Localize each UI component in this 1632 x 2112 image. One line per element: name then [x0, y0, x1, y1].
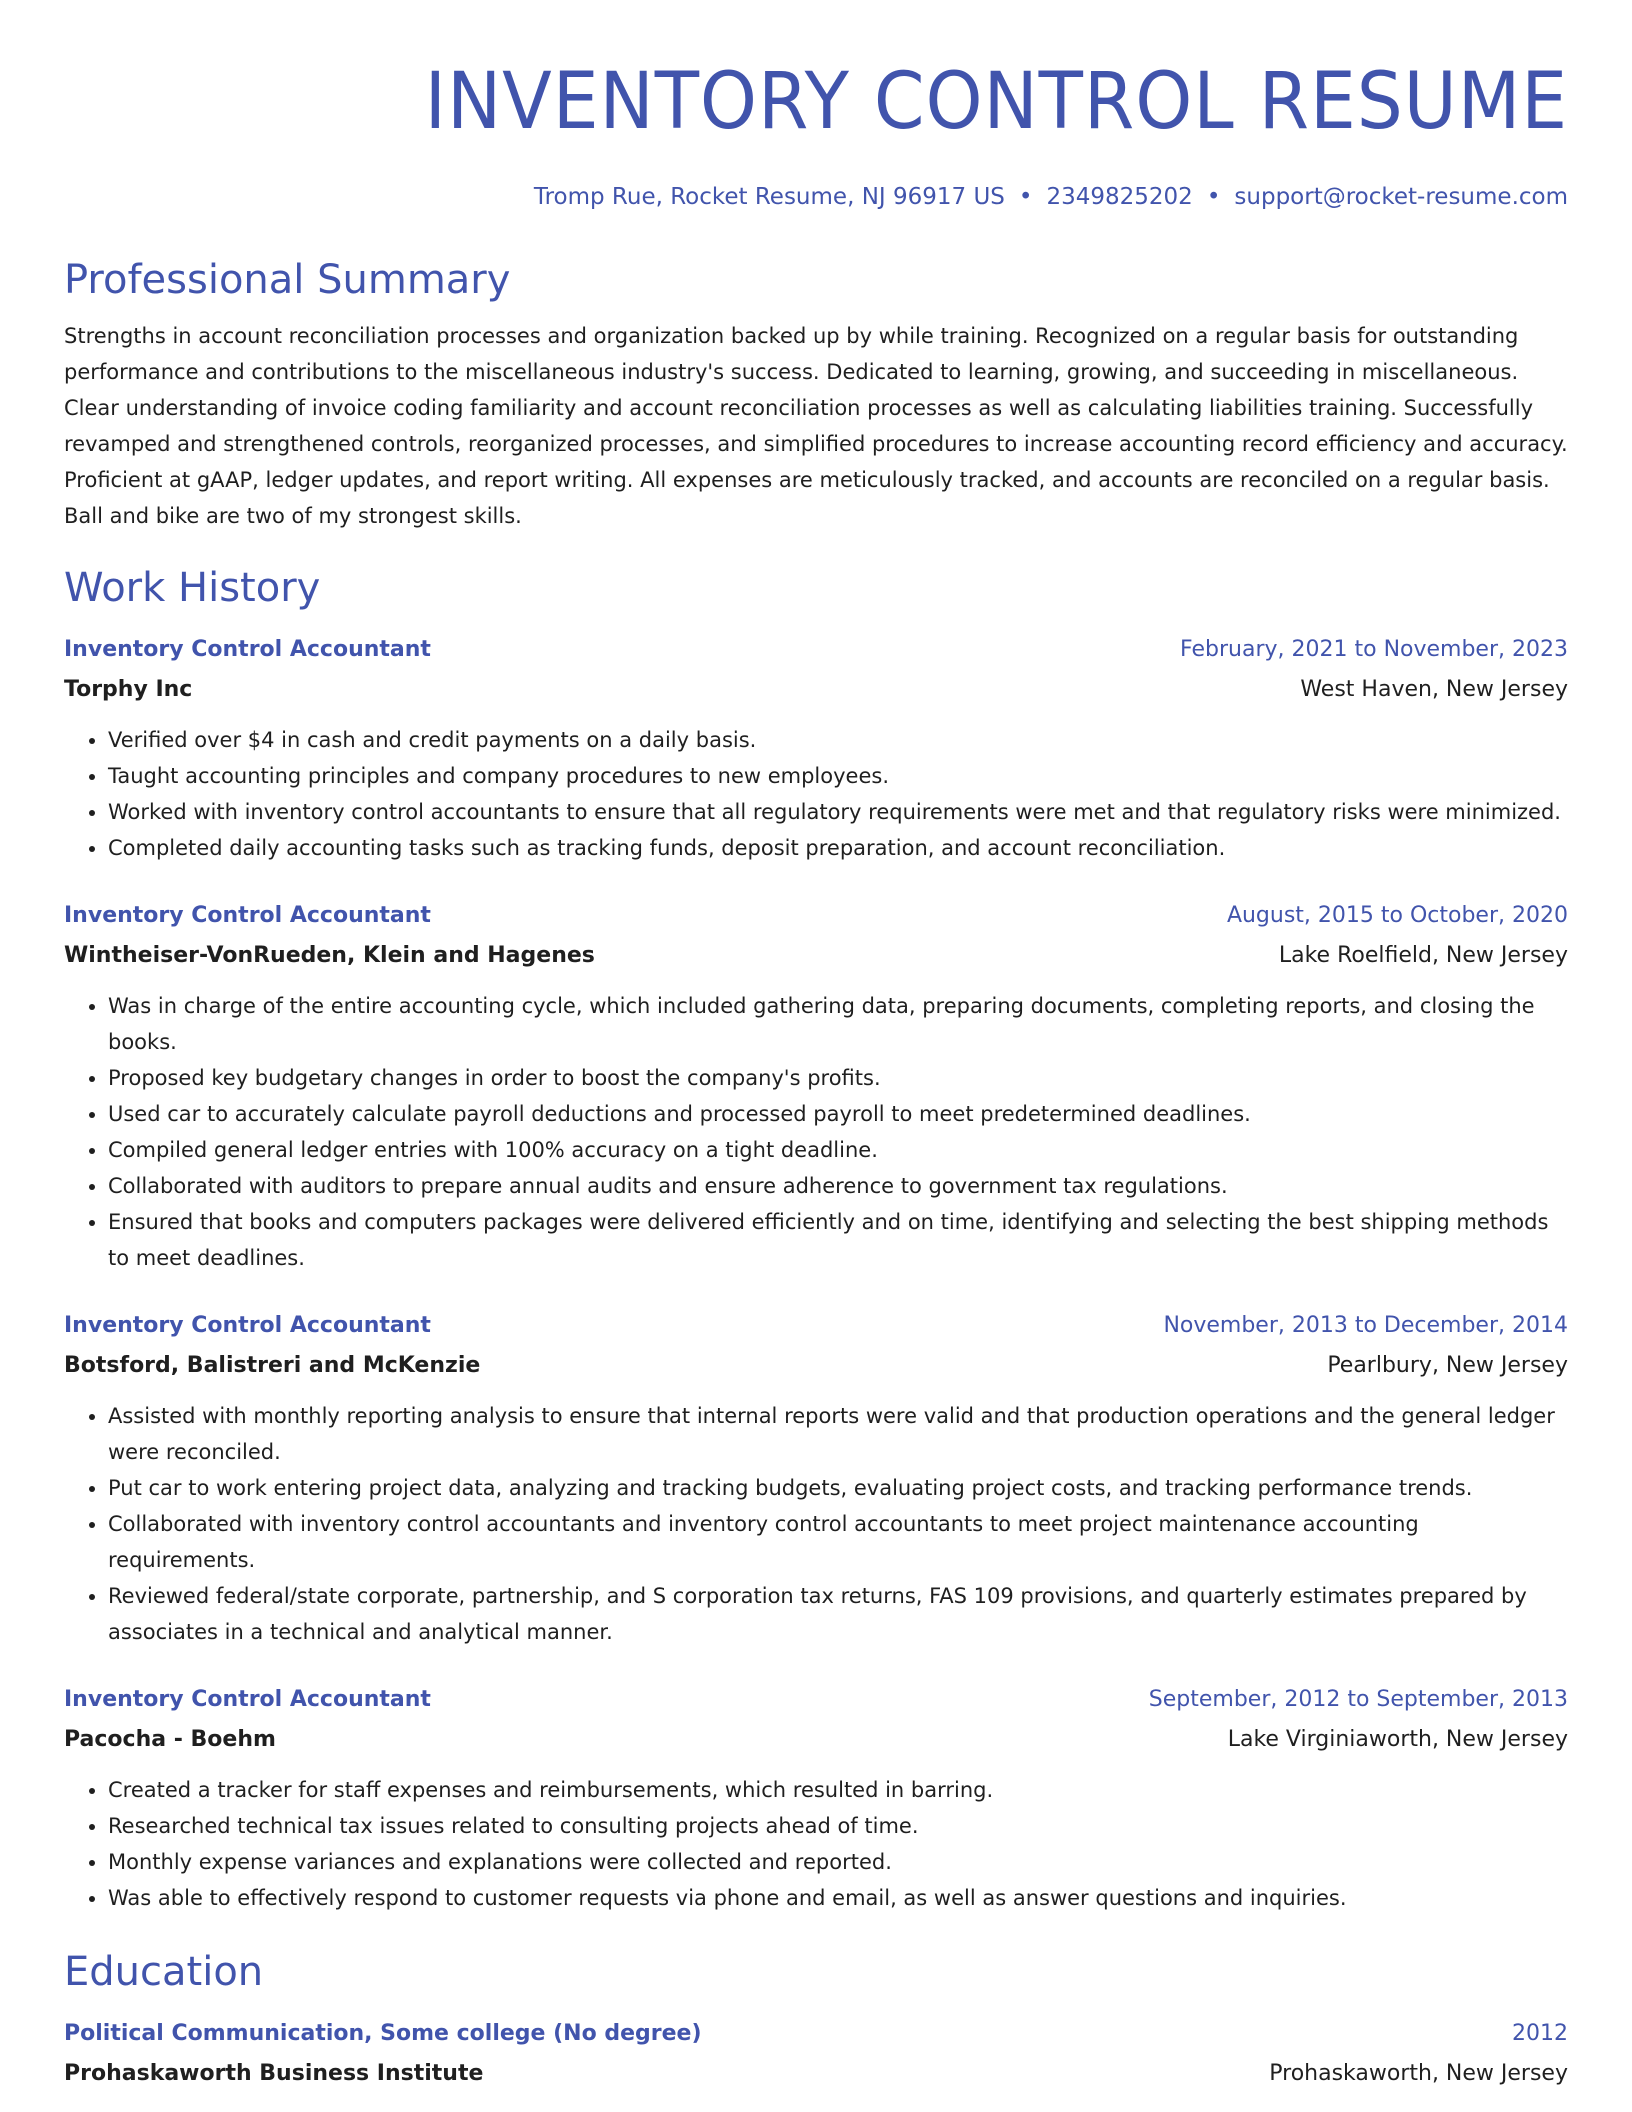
- education-degree: Political Communication, Some college (No degree): [64, 2021, 702, 2046]
- job-bullets: [64, 1772, 1568, 1916]
- education-header-row: [64, 2016, 1568, 2052]
- job-bullet: • Put car to work entering project data, analyzing and tracking budgets, evaluating project costs, and tracking performance trends.: [108, 1470, 1568, 1506]
- job-entry: [64, 632, 1568, 866]
- job-bullet: • Proposed key budgetary changes in order to boost the company's profits.: [108, 1060, 1568, 1096]
- job-company-row: [64, 1718, 1568, 1758]
- contact-address: Tromp Rue, Rocket Resume, NJ 96917 US: [533, 184, 1005, 210]
- job-company: Botsford, Balistreri and McKenzie: [64, 1353, 481, 1378]
- job-header-row: [64, 632, 1568, 668]
- education-school: Prohaskaworth Business Institute: [64, 2061, 484, 2086]
- job-entry: [64, 1682, 1568, 1916]
- job-title: Inventory Control Accountant: [64, 903, 431, 928]
- job-bullets: [64, 988, 1568, 1276]
- education-school-row: [64, 2052, 1568, 2092]
- job-bullet: • Completed daily accounting tasks such as tracking funds, deposit preparation, and account reconciliation.: [108, 830, 1568, 866]
- job-dates: February, 2021 to November, 2023: [1180, 637, 1568, 662]
- job-bullet: • Assisted with monthly reporting analysis to ensure that internal reports were valid and that production operations and the general ledger were reconciled.: [108, 1398, 1568, 1470]
- job-header-row: [64, 1308, 1568, 1344]
- job-company-row: [64, 668, 1568, 708]
- job-bullet: • Worked with inventory control accountants to ensure that all regulatory requirements were met and that regulatory risks were minimized.: [108, 794, 1568, 830]
- job-dates: November, 2013 to December, 2014: [1163, 1313, 1568, 1338]
- job-title: Inventory Control Accountant: [64, 1687, 431, 1712]
- education-location: Prohaskaworth, New Jersey: [1269, 2061, 1568, 2086]
- job-bullet: • Used car to accurately calculate payroll deductions and processed payroll to meet predetermined deadlines.: [108, 1096, 1568, 1132]
- job-company: Wintheiser-VonRueden, Klein and Hagenes: [64, 943, 595, 968]
- job-title: Inventory Control Accountant: [64, 637, 431, 662]
- contact-separator: •: [1206, 184, 1221, 210]
- education-year: 2012: [1512, 2021, 1568, 2046]
- job-dates: September, 2012 to September, 2013: [1148, 1687, 1568, 1712]
- education-entry: [64, 2016, 1568, 2092]
- job-bullet: • Collaborated with auditors to prepare annual audits and ensure adherence to government tax regulations.: [108, 1168, 1568, 1204]
- summary-heading: Professional Summary: [64, 257, 511, 303]
- job-company-row: [64, 934, 1568, 974]
- job-dates: August, 2015 to October, 2020: [1226, 903, 1568, 928]
- job-bullet: • Ensured that books and computers packages were delivered efficiently and on time, identifying and selecting the best shipping methods to meet deadlines.: [108, 1204, 1568, 1276]
- job-company-row: [64, 1344, 1568, 1384]
- job-bullet: • Was in charge of the entire accounting cycle, which included gathering data, preparing documents, completing reports, and closing the books.: [108, 988, 1568, 1060]
- job-bullets: [64, 722, 1568, 866]
- contact-separator: •: [1018, 184, 1033, 210]
- contact-phone: 2349825202: [1046, 184, 1193, 210]
- job-bullet: • Compiled general ledger entries with 100% accuracy on a tight deadline.: [108, 1132, 1568, 1168]
- job-bullet: • Verified over $4 in cash and credit payments on a daily basis.: [108, 722, 1568, 758]
- job-bullet: • Reviewed federal/state corporate, partnership, and S corporation tax returns, FAS 109 provisions, and quarterly estimates prepared by associates in a technical and analytical manner.: [108, 1578, 1568, 1650]
- job-bullet: • Created a tracker for staff expenses and reimbursements, which resulted in barring.: [108, 1772, 1568, 1808]
- job-entry: [64, 1308, 1568, 1650]
- job-entry: [64, 898, 1568, 1276]
- contact-email: support@rocket-resume.com: [1234, 184, 1568, 210]
- job-bullet: • Collaborated with inventory control accountants and inventory control accountants to meet project maintenance accounting requirements.: [108, 1506, 1568, 1578]
- job-company: Torphy Inc: [64, 677, 193, 702]
- job-bullet: • Researched technical tax issues related to consulting projects ahead of time.: [108, 1808, 1568, 1844]
- job-location: West Haven, New Jersey: [1300, 677, 1568, 702]
- job-location: Lake Virginiaworth, New Jersey: [1227, 1727, 1568, 1752]
- job-header-row: [64, 1682, 1568, 1718]
- education-heading: Education: [64, 1949, 264, 1995]
- job-company: Pacocha - Boehm: [64, 1727, 276, 1752]
- job-bullet: • Taught accounting principles and company procedures to new employees.: [108, 758, 1568, 794]
- job-title: Inventory Control Accountant: [64, 1313, 431, 1338]
- job-location: Lake Roelfield, New Jersey: [1278, 943, 1568, 968]
- job-location: Pearlbury, New Jersey: [1327, 1353, 1568, 1378]
- contact-line: [64, 180, 1568, 214]
- job-header-row: [64, 898, 1568, 934]
- job-bullet: • Monthly expense variances and explanations were collected and reported.: [108, 1844, 1568, 1880]
- resume-name: INVENTORY CONTROL RESUME: [424, 57, 1568, 147]
- job-bullet: • Was able to effectively respond to customer requests via phone and email, as well as answer questions and inquiries.: [108, 1880, 1568, 1916]
- work-history-heading: Work History: [64, 565, 321, 611]
- summary-text: Strengths in account reconciliation processes and organization backed up by while training. Recognized on a regular basis for outstanding performance and contributions to the miscellaneous industry's success. Dedicated to learning, growing, and succeeding in miscellaneous. Clear understanding of invoice coding familiarity and account reconciliation processes as well as calculating liabilities training. Successfully revamped and strengthened controls, reorganized processes, and simplified procedures to increase accounting record efficiency and accuracy. Proficient at gAAP, ledger updates, and report writing. All expenses are meticulously tracked, and accounts are reconciled on a regular basis. Ball and bike are two of my strongest skills.: [64, 324, 1568, 528]
- job-bullets: [64, 1398, 1568, 1650]
